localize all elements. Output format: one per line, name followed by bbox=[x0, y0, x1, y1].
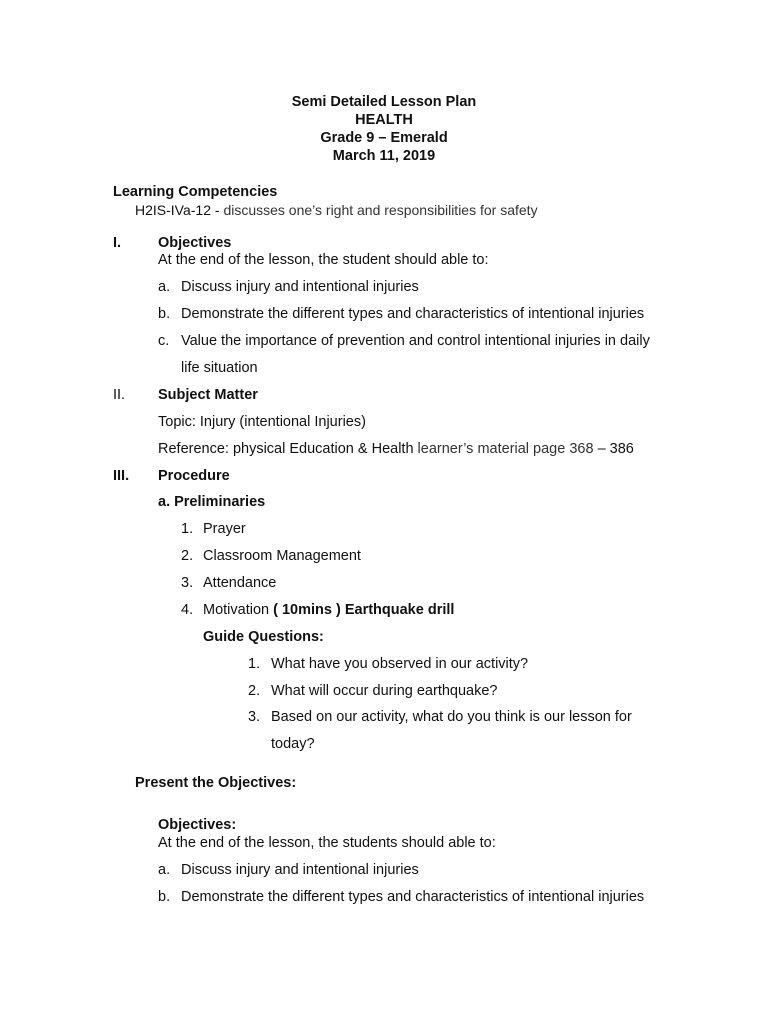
present-objective-text-b: Demonstrate the different types and characteristics of intentional injuries bbox=[181, 889, 645, 905]
preliminary-number-1: 1. bbox=[181, 521, 194, 537]
question-text-2: What will occur during earthquake? bbox=[271, 683, 498, 699]
section-2-title: Subject Matter bbox=[158, 387, 258, 403]
section-2-number: II. bbox=[113, 387, 126, 403]
present-objectives-intro: At the end of the lesson, the students should able to: bbox=[158, 835, 496, 851]
preliminary-number-4: 4. bbox=[181, 602, 194, 618]
preliminary-text-1: Prayer bbox=[203, 521, 246, 537]
question-text-3: Based on our activity, what do you think is our lesson for bbox=[271, 709, 632, 725]
preliminary-number-2: 2. bbox=[181, 548, 194, 564]
reference-part-1: Reference: physical Education & Health bbox=[158, 441, 418, 457]
competency-text: discusses one’s right and responsibilities for safety bbox=[223, 202, 538, 218]
competencies-heading: Learning Competencies bbox=[113, 184, 278, 200]
present-objectives-heading: Present the Objectives: bbox=[135, 775, 297, 791]
reference-part-2: learner’s material page 368 bbox=[417, 441, 598, 457]
reference-line bbox=[158, 440, 634, 458]
question-number-2: 2. bbox=[248, 683, 261, 699]
section-3-title: Procedure bbox=[158, 468, 230, 484]
guide-questions-heading: Guide Questions: bbox=[203, 629, 324, 645]
motivation-label: Motivation bbox=[203, 602, 274, 618]
objectives-intro: At the end of the lesson, the student should able to: bbox=[158, 252, 489, 268]
lesson-date: March 11, 2019 bbox=[332, 148, 436, 164]
objective-letter-c: c. bbox=[158, 333, 170, 349]
preliminaries-heading: a. Preliminaries bbox=[158, 494, 266, 510]
section-3-number: III. bbox=[113, 468, 130, 484]
question-number-3: 3. bbox=[248, 709, 261, 725]
present-objectives-subheading: Objectives: bbox=[158, 817, 237, 833]
section-1-number: I. bbox=[113, 235, 122, 251]
question-text-1: What have you observed in our activity? bbox=[271, 656, 529, 672]
section-1-title: Objectives bbox=[158, 235, 232, 251]
motivation-activity: ( 10mins ) Earthquake drill bbox=[273, 602, 455, 618]
objective-letter-a: a. bbox=[158, 279, 171, 295]
subject-title: HEALTH bbox=[355, 112, 413, 128]
preliminary-text-3: Attendance bbox=[203, 575, 277, 591]
document-header bbox=[0, 93, 768, 165]
motivation-line bbox=[203, 601, 454, 619]
objective-letter-b: b. bbox=[158, 306, 171, 322]
present-objective-letter-a: a. bbox=[158, 862, 171, 878]
reference-part-3: – 386 bbox=[597, 441, 634, 457]
plan-title: Semi Detailed Lesson Plan bbox=[291, 94, 477, 110]
question-text-3-continued: today? bbox=[271, 736, 315, 752]
objective-text-c: Value the importance of prevention and control intentional injuries in daily bbox=[181, 333, 650, 349]
competency-line bbox=[135, 201, 538, 219]
objective-text-a: Discuss injury and intentional injuries bbox=[181, 279, 419, 295]
grade-section: Grade 9 – Emerald bbox=[320, 130, 448, 146]
question-number-1: 1. bbox=[248, 656, 261, 672]
preliminary-number-3: 3. bbox=[181, 575, 194, 591]
objective-text-c-continued: life situation bbox=[181, 360, 258, 376]
present-objective-letter-b: b. bbox=[158, 889, 171, 905]
preliminary-text-2: Classroom Management bbox=[203, 548, 361, 564]
topic-line: Topic: Injury (intentional Injuries) bbox=[158, 414, 366, 430]
competency-code: H2IS-IVa-12 - bbox=[135, 202, 224, 218]
objective-text-b: Demonstrate the different types and characteristics of intentional injuries bbox=[181, 306, 645, 322]
present-objective-text-a: Discuss injury and intentional injuries bbox=[181, 862, 419, 878]
